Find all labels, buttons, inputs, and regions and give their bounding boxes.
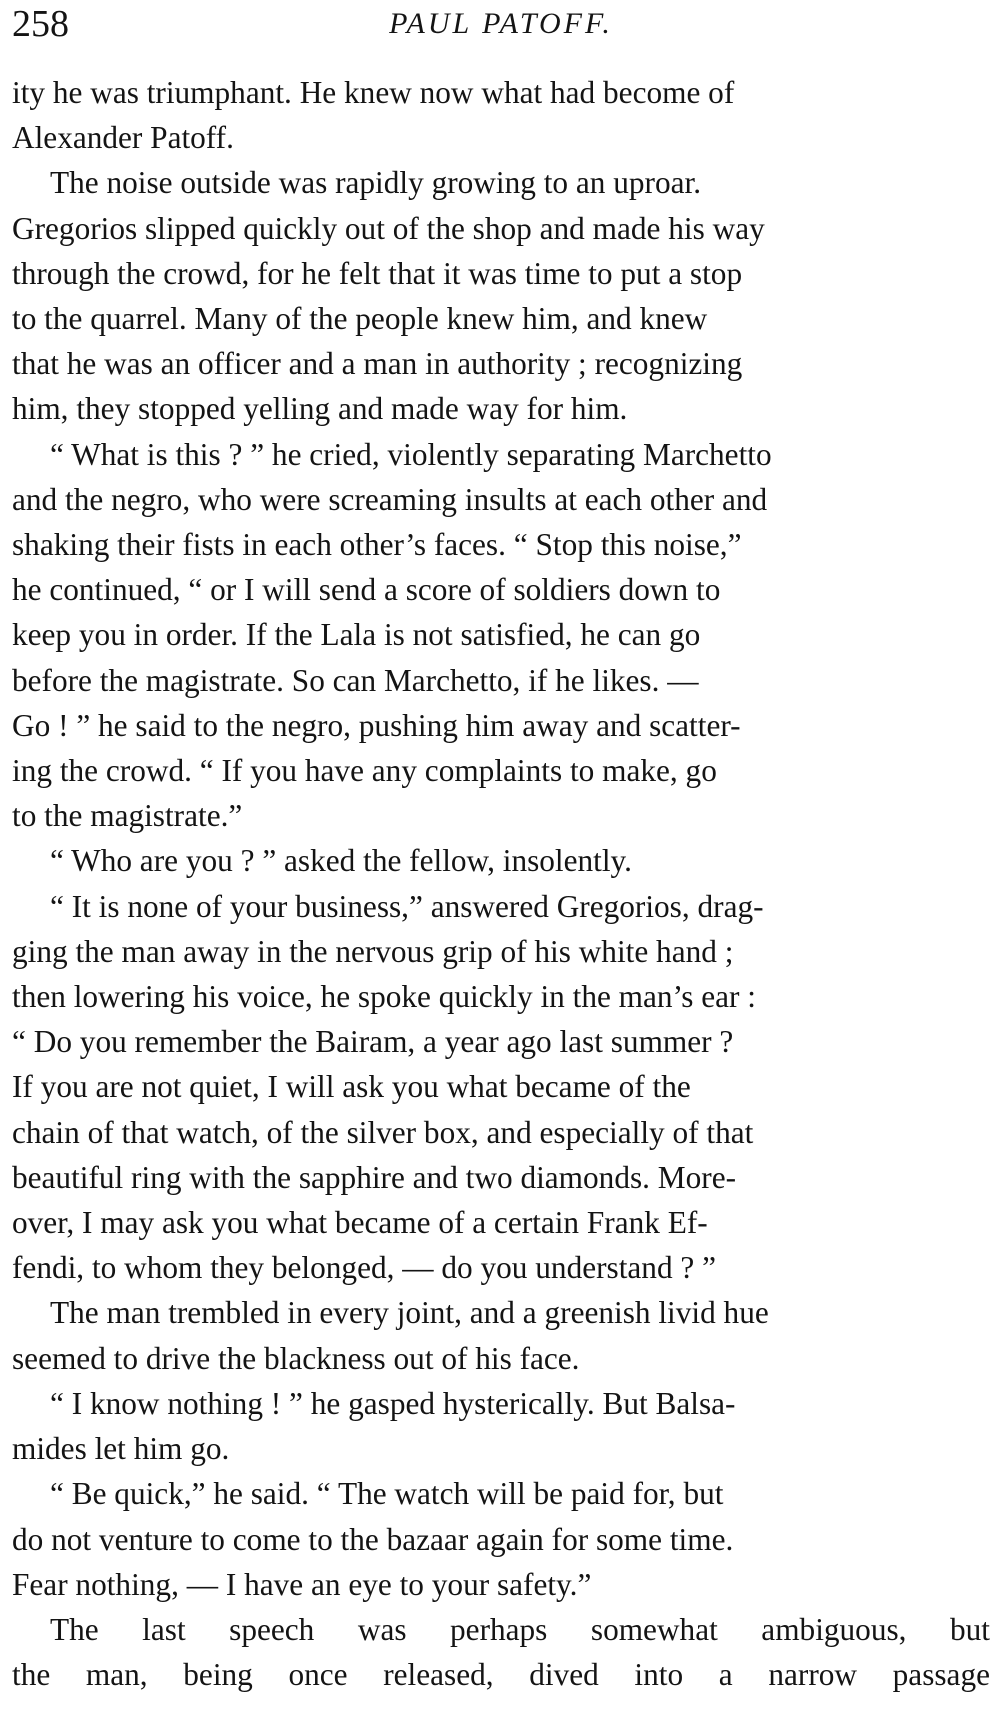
text-line: ing the crowd. “ If you have any complaints to make, go	[12, 753, 717, 789]
text-line: through the crowd, for he felt that it was time to put a stop	[12, 255, 743, 291]
paragraph	[12, 1381, 990, 1471]
text-line: he continued, “ or I will send a score of soldiers down to	[12, 572, 721, 608]
text-line: to the quarrel. Many of the people knew him, and knew	[12, 301, 708, 337]
page-header	[12, 0, 990, 56]
text-line: and the negro, who were screaming insults at each other and	[12, 481, 768, 517]
paragraph	[12, 432, 990, 839]
running-title: PAUL PATOFF.	[389, 7, 613, 40]
paragraph	[12, 1607, 990, 1697]
text-line: chain of that watch, of the silver box, and especially of that	[12, 1114, 754, 1150]
text-line: ging the man away in the nervous grip of his white hand ;	[12, 933, 734, 969]
text-line: Go ! ” he said to the negro, pushing him away and scatter-	[12, 707, 741, 743]
text-line: to the magistrate.”	[12, 798, 243, 834]
text-line: mides let him go.	[12, 1431, 230, 1467]
text-line: The noise outside was rapidly growing to an uproar.	[50, 165, 702, 201]
paragraph	[12, 884, 990, 1291]
text-line: The man trembled in every joint, and a greenish livid hue	[50, 1295, 769, 1331]
text-line: him, they stopped yelling and made way for him.	[12, 391, 628, 427]
paragraph	[12, 1471, 990, 1607]
text-line: shaking their fists in each other’s faces. “ Stop this noise,”	[12, 527, 742, 563]
text-line: “ Do you remember the Bairam, a year ago last summer ?	[12, 1024, 734, 1060]
text-line: beautiful ring with the sapphire and two diamonds. More-	[12, 1159, 737, 1195]
page-number: 258	[12, 3, 69, 45]
paragraph	[12, 838, 990, 883]
text-line: Gregorios slipped quickly out of the shop and made his way	[12, 210, 765, 246]
text-line: Fear nothing, — I have an eye to your safety.”	[12, 1566, 592, 1602]
text-line: fendi, to whom they belonged, — do you understand ? ”	[12, 1250, 717, 1286]
text-line: “ I know nothing ! ” he gasped hysterically. But Balsa-	[50, 1385, 736, 1421]
text-line: before the magistrate. So can Marchetto, if he likes. —	[12, 662, 699, 698]
paragraph	[12, 70, 990, 160]
body-text	[12, 70, 990, 1697]
paragraph	[12, 160, 990, 431]
text-line: “ What is this ? ” he cried, violently separating Marchetto	[50, 436, 772, 472]
text-line: The last speech was perhaps somewhat ambiguous, but	[50, 1611, 990, 1647]
text-line: “ Be quick,” he said. “ The watch will be paid for, but	[50, 1476, 724, 1512]
text-line: keep you in order. If the Lala is not satisfied, he can go	[12, 617, 701, 653]
text-line: ity he was triumphant. He knew now what had become of	[12, 75, 735, 110]
text-line: that he was an officer and a man in authority ; recognizing	[12, 346, 743, 382]
text-line: do not venture to come to the bazaar again for some time.	[12, 1521, 734, 1557]
text-line: over, I may ask you what became of a certain Frank Ef-	[12, 1205, 708, 1241]
text-line: “ It is none of your business,” answered Gregorios, drag-	[50, 888, 764, 924]
text-line: seemed to drive the blackness out of his face.	[12, 1340, 580, 1376]
text-line: the man, being once released, dived into a narrow passage	[12, 1657, 990, 1693]
text-line: “ Who are you ? ” asked the fellow, insolently.	[50, 843, 632, 879]
text-line: If you are not quiet, I will ask you what became of the	[12, 1069, 691, 1105]
paragraph	[12, 1290, 990, 1380]
text-line: Alexander Patoff.	[12, 120, 234, 156]
book-page	[12, 0, 990, 1730]
text-line: then lowering his voice, he spoke quickly in the man’s ear :	[12, 979, 756, 1015]
